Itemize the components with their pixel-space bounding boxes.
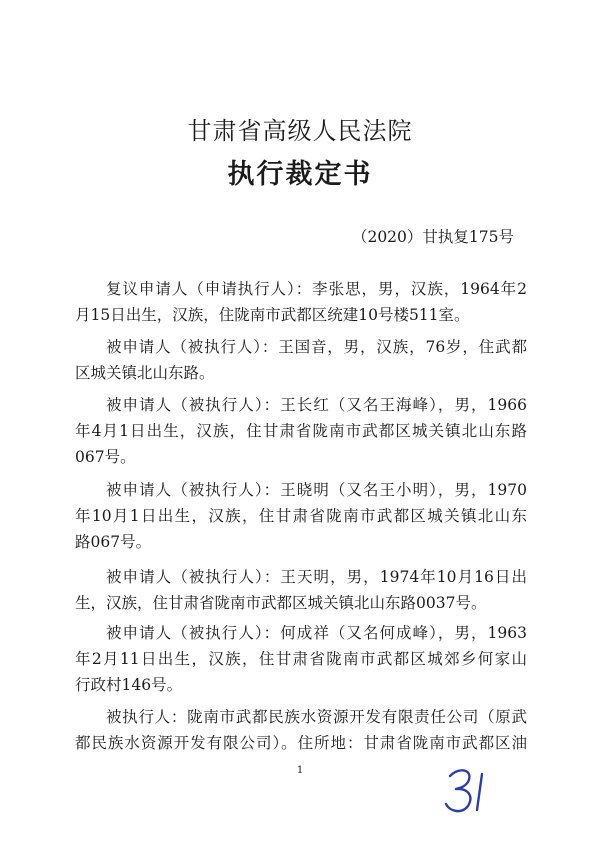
party-paragraph-respondent-3 xyxy=(75,477,527,555)
paragraph-line: 被申请人（被执行人）：王晓明（又名王小明），男，1970 xyxy=(106,481,527,499)
paragraph-line: 月15日出生，汉族，住陇南市武都区统建10号楼511室。 xyxy=(75,306,470,324)
paragraph-line: 区城关镇北山东路。 xyxy=(75,364,215,382)
paragraph-line: 被执行人：陇南市武都民族水资源开发有限责任公司（原武 xyxy=(106,708,527,726)
party-paragraph-executee-company xyxy=(75,704,527,756)
party-paragraph-respondent-1 xyxy=(75,334,527,386)
party-paragraph-respondent-2 xyxy=(75,392,527,470)
paragraph-line: 被申请人（被执行人）：何成祥（又名何成峰），男，1963 xyxy=(106,624,527,642)
paragraph-line: 年10月1日出生，汉族，住甘肃省陇南市武都区城关镇北山东 xyxy=(75,507,527,525)
party-paragraph-respondent-4 xyxy=(75,564,527,616)
paragraph-line: 复议申请人（申请执行人）：李张思，男，汉族，1964年2 xyxy=(106,280,527,298)
paragraph-line: 行政村146号。 xyxy=(75,676,183,694)
paragraph-line: 路067号。 xyxy=(75,533,152,551)
paragraph-line: 生，汉族，住甘肃省陇南市武都区城关镇北山东路0037号。 xyxy=(75,594,487,612)
handwritten-page-mark xyxy=(440,760,500,824)
case-number: （2020）甘执复175号 xyxy=(351,228,514,246)
paragraph-line: 年2月11日出生，汉族，住甘肃省陇南市武都区城郊乡何家山 xyxy=(75,650,527,668)
party-paragraph-applicant xyxy=(75,276,527,328)
paragraph-line: 067号。 xyxy=(75,448,136,466)
paragraph-line: 年4月1日出生，汉族，住甘肃省陇南市武都区城关镇北山东路 xyxy=(75,422,527,440)
paragraph-line: 被申请人（被执行人）：王国音，男，汉族，76岁，住武都 xyxy=(106,338,527,356)
page-number: 1 xyxy=(296,765,304,776)
court-name: 甘肃省高级人民法院 xyxy=(187,117,413,145)
paragraph-line: 被申请人（被执行人）：王长红（又名王海峰），男，1966 xyxy=(106,396,527,414)
party-paragraph-respondent-5 xyxy=(75,620,527,698)
paragraph-line: 被申请人（被执行人）：王天明，男，1974年10月16日出 xyxy=(106,568,527,586)
paragraph-line: 都民族水资源开发有限公司）。住所地：甘肃省陇南市武都区油 xyxy=(75,734,527,752)
document-title: 执行裁定书 xyxy=(227,159,373,190)
